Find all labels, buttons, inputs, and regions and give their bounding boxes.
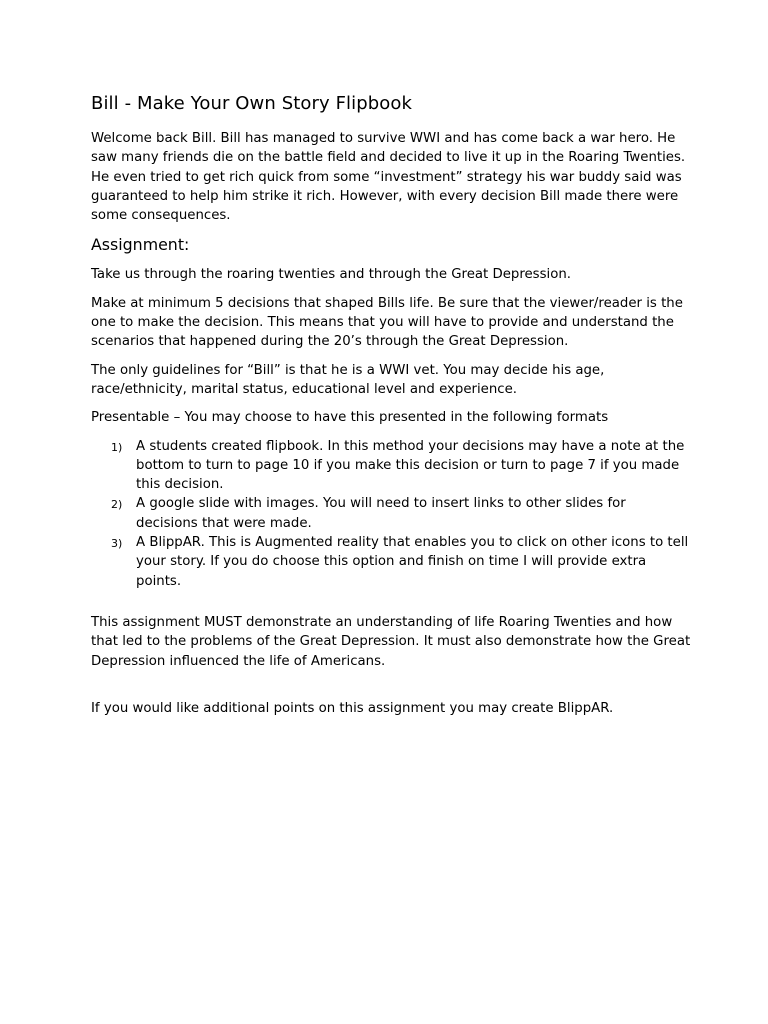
document-title: Bill - Make Your Own Story Flipbook bbox=[91, 93, 413, 114]
list-number: 3) bbox=[111, 537, 123, 551]
format-list bbox=[91, 437, 691, 591]
paragraph-overview: Take us through the roaring twenties and through the Great Depression. bbox=[91, 267, 572, 283]
paragraph-guidelines: The only guidelines for “Bill” is that he is a WWI vet. You may decide his age, race/ethnicity, marital status, educational level and experience. bbox=[91, 362, 605, 397]
assignment-heading: Assignment: bbox=[91, 235, 190, 255]
paragraph-requirement: This assignment MUST demonstrate an understanding of life Roaring Twenties and how that led to the problems of the Great Depression. It must also demonstrate how the Great Depression influenced the life of Americans. bbox=[91, 614, 691, 669]
list-text: A google slide with images. You will need to insert links to other slides for decisions that were made. bbox=[136, 496, 626, 531]
spacer bbox=[91, 680, 691, 699]
spacer bbox=[91, 591, 691, 613]
list-number: 2) bbox=[111, 498, 123, 512]
list-text: A BlippAR. This is Augmented reality that enables you to click on other icons to tell your story. If you do choose this option and finish on time I will provide extra points. bbox=[136, 535, 689, 589]
list-item bbox=[91, 533, 691, 591]
list-item bbox=[91, 494, 691, 533]
paragraph-decisions: Make at minimum 5 decisions that shaped Bills life. Be sure that the viewer/reader is the one to make the decision. This means that you will have to provide and understand the scenarios that happened during the 20’s through the Great Depression. bbox=[91, 295, 683, 350]
list-item bbox=[91, 437, 691, 495]
document-page bbox=[91, 92, 691, 727]
paragraph-formats: Presentable – You may choose to have this presented in the following formats bbox=[91, 410, 609, 426]
intro-paragraph: Welcome back Bill. Bill has managed to survive WWI and has come back a war hero. He saw many friends die on the battle field and decided to live it up in the Roaring Twenties. He even tried to get rich quick from some “investment” strategy his war buddy said was guaranteed to help him strike it rich. However, with every decision Bill made there were some consequences. bbox=[91, 131, 686, 224]
paragraph-extra-points: If you would like additional points on this assignment you may create BlippAR. bbox=[91, 700, 614, 716]
list-text: A students created flipbook. In this method your decisions may have a note at the bottom to turn to page 10 if you make this decision or turn to page 7 if you made this decision. bbox=[136, 438, 685, 493]
list-number: 1) bbox=[111, 440, 123, 454]
